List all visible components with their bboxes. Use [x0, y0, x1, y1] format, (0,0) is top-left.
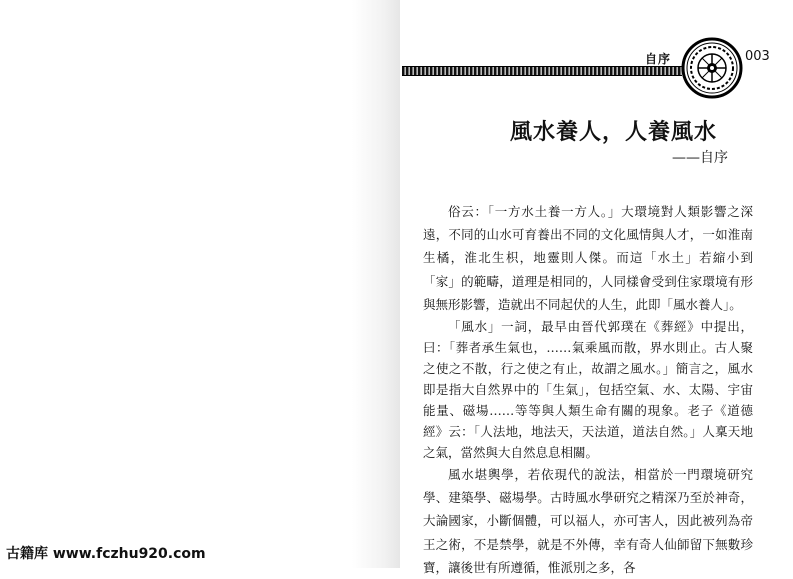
paragraph-3: 風水堪輿學，若依現代的說法，相當於一門環境研究學、建築學、磁場學。古時風水學研究之精深乃至於神奇，大論國家，小斷個體，可以福人，亦可害人，因此被列為帝王之術，不是禁學，就是不外傳，幸有奇人仙師留下無數珍寶，讓後世有所遵循，惟派別之多，各: [423, 467, 753, 575]
header-decorative-bar: [402, 66, 682, 76]
body-text: [423, 200, 753, 579]
section-label: 自序: [645, 52, 672, 66]
site-watermark: 古籍库 www.fczhu920.com: [6, 546, 206, 562]
left-blank-page: [0, 0, 400, 568]
page-number: 003: [745, 49, 770, 64]
paragraph-1: 俗云：「一方水土養一方人。」大環境對人類影響之深遠，不同的山水可育養出不同的文化風情與人才，一如淮南生橘，淮北生枳，地靈則人傑。而這「水土」若縮小到「家」的範疇，道理是相同的，人同樣會受到住家環境有形與無形影響，造就出不同起伏的人生，此即「風水養人」。: [423, 204, 753, 312]
paragraph-2: 「風水」一詞，最早由晉代郭璞在《葬經》中提出，曰：「葬者承生氣也，……氣乘風而散，界水則止。古人聚之使之不散，行之使之有止，故謂之風水。」簡言之，風水即是指大自然界中的「生氣」，包括空氣、水、太陽、宇宙能量、磁場……等等與人類生命有關的現象。老子《道德經》云：「人法地，地法天，天法道，道法自然。」人稟天地之氣，當然與大自然息息相關。: [423, 319, 753, 461]
page-subtitle: ——自序: [672, 150, 728, 166]
page-title: 風水養人，人養風水: [510, 119, 718, 145]
bagua-emblem-icon: [681, 37, 743, 99]
